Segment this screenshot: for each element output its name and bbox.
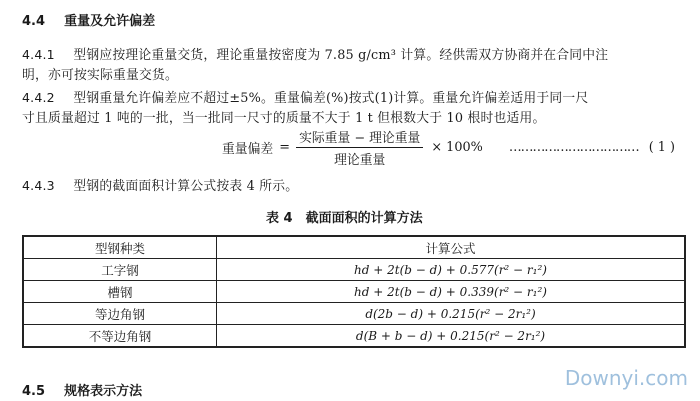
- steel-type-cell: 槽钢: [23, 281, 217, 303]
- equation-number: ( 1 ): [648, 140, 675, 155]
- formula-cell: d(B + b − d) + 0.215(r² − 2r₁²): [217, 325, 686, 348]
- header-formula: 计算公式: [217, 236, 686, 259]
- table-header-row: [23, 236, 685, 259]
- steel-type-cell: 工字钢: [23, 259, 217, 281]
- section-heading-4-4: [22, 10, 155, 29]
- formula-cell: d(2b − d) + 0.215(r² − 2r₁²): [217, 303, 686, 325]
- paragraph-number: 4.4.3: [22, 178, 55, 193]
- section-number: 4.4: [22, 14, 46, 29]
- equation-denominator: 理论重量: [334, 153, 386, 168]
- paragraph-4-4-1-line1: [22, 44, 608, 63]
- paragraph-4-4-1-line2: [22, 64, 178, 83]
- paragraph-4-4-3: [22, 175, 298, 194]
- equation-leader-dots: ……………………………: [508, 140, 639, 155]
- paragraph-4-4-2-line2: [22, 107, 545, 126]
- equation-lhs: 重量偏差: [222, 142, 274, 157]
- equation-fraction: [296, 127, 423, 168]
- paragraph-number: 4.4.2: [22, 90, 55, 105]
- equation-times: × 100%: [431, 140, 483, 155]
- paragraph-text: 型钢重量允许偏差应不超过±5%。重量偏差(%)按式(1)计算。重量允许偏差适用于同一尺: [73, 91, 589, 106]
- table-caption: 表 4 截面面积的计算方法: [266, 211, 423, 226]
- weight-deviation-equation: [222, 127, 675, 168]
- section-heading-4-5: [22, 380, 142, 399]
- steel-type-cell: 不等边角钢: [23, 325, 217, 348]
- table-row: [23, 303, 685, 325]
- section-number: 4.5: [22, 384, 46, 399]
- paragraph-text: 明，亦可按实际重量交货。: [22, 68, 178, 83]
- paragraph-text: 型钢应按理论重量交货，理论重量按密度为 7.85 g/cm³ 计算。经供需双方协商并在合同中注: [73, 48, 609, 63]
- paragraph-4-4-2-line1: [22, 87, 588, 106]
- section-title: 重量及允许偏差: [64, 14, 156, 29]
- paragraph-number: 4.4.1: [22, 47, 55, 62]
- formula-cell: hd + 2t(b − d) + 0.339(r² − r₁²): [217, 281, 686, 303]
- equation-numerator: 实际重量 − 理论重量: [296, 127, 423, 148]
- header-steel-type: 型钢种类: [23, 236, 217, 259]
- paragraph-text: 寸且质量超过 1 吨的一批，当一批同一尺寸的质量不大于 1 t 但根数大于 10 根时也适用。: [22, 111, 546, 126]
- steel-type-cell: 等边角钢: [23, 303, 217, 325]
- site-watermark: Downyi.com: [564, 366, 688, 390]
- equation-equals: =: [279, 140, 290, 155]
- table-row: [23, 325, 685, 348]
- table-row: [23, 281, 685, 303]
- formula-cell: hd + 2t(b − d) + 0.577(r² − r₁²): [217, 259, 686, 281]
- paragraph-text: 型钢的截面面积计算公式按表 4 所示。: [73, 179, 299, 194]
- section-title: 规格表示方法: [64, 384, 143, 399]
- table-row: [23, 259, 685, 281]
- cross-section-area-table: [22, 235, 686, 348]
